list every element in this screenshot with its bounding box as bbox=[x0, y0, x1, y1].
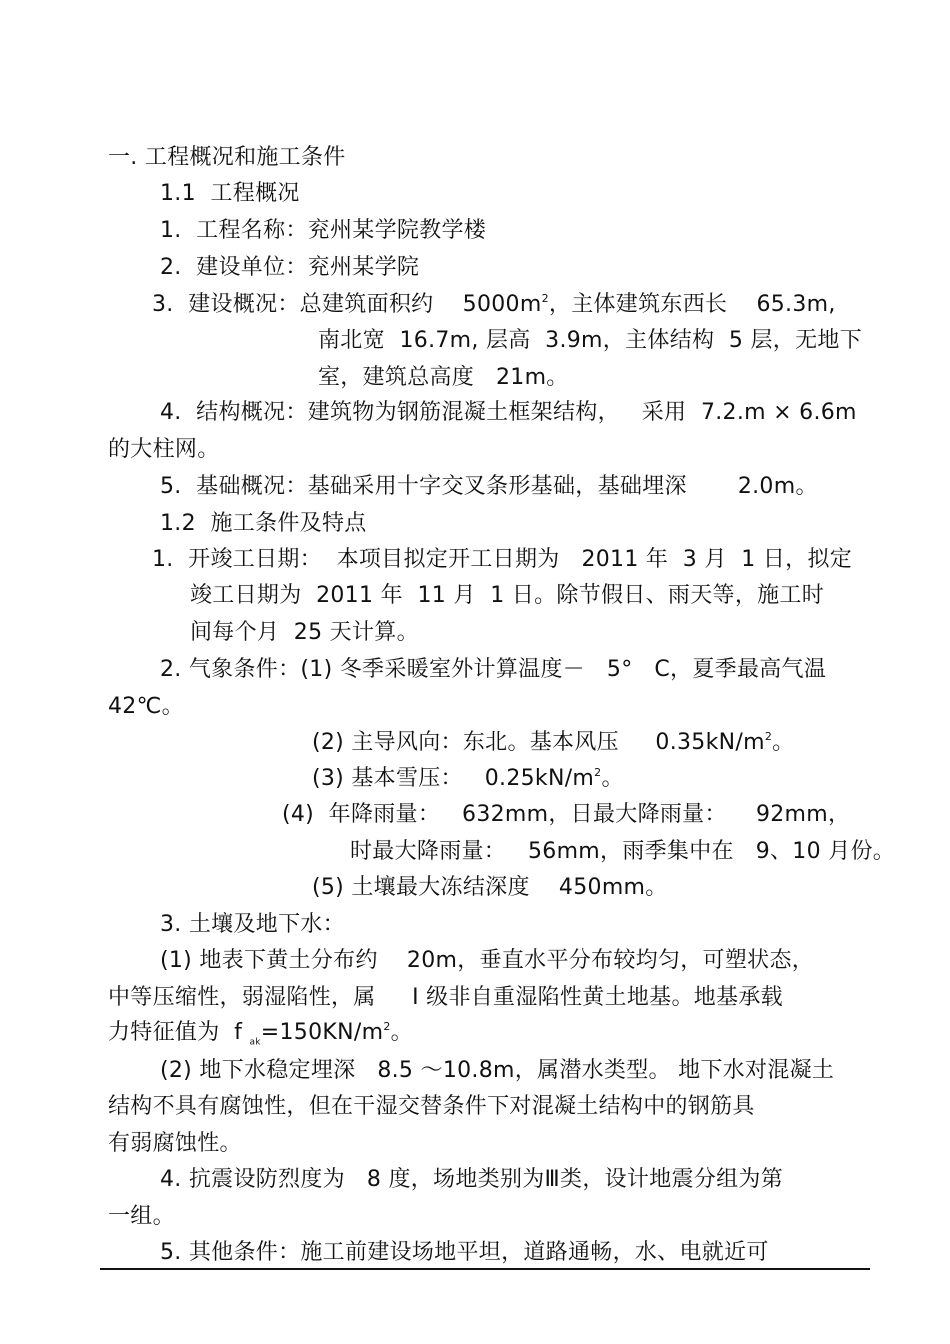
text-line: (2) 地下水稳定埋深 8.5 ～10.8m，属潜水类型。 地下水对混凝土 bbox=[160, 1058, 835, 1083]
section-heading: 一. 工程概况和施工条件 bbox=[108, 145, 346, 170]
text-line: 1. 开竣工日期： 本项目拟定开工日期为 2011 年 3 月 1 日，拟定 bbox=[152, 547, 853, 572]
subsection-heading: 1.2 施工条件及特点 bbox=[160, 511, 367, 536]
text-line: 有弱腐蚀性。 bbox=[108, 1131, 242, 1156]
text-line: (1) 地表下黄土分布约 20m，垂直水平分布较均匀，可塑状态， bbox=[160, 948, 815, 973]
text-line: 室，建筑总高度 21m。 bbox=[318, 365, 569, 390]
text-line: 结构不具有腐蚀性，但在干湿交替条件下对混凝土结构中的钢筋具 bbox=[108, 1094, 755, 1119]
text-line: 4. 结构概况：建筑物为钢筋混凝土框架结构， 采用 7.2.m × 6.6m bbox=[160, 400, 857, 425]
text-line: 2. 建设单位：兖州某学院 bbox=[160, 255, 420, 280]
text-line: 42℃。 bbox=[108, 694, 184, 719]
text-line: 5. 其他条件：施工前建设场地平坦，道路通畅，水、电就近可 bbox=[160, 1240, 769, 1265]
text-line: (5) 土壤最大冻结深度 450mm。 bbox=[312, 875, 668, 900]
text-line: 间每个月 25 天计算。 bbox=[190, 620, 419, 645]
text-line: 力特征值为 f $_{ak}=150KN/m^2$。 bbox=[108, 1020, 413, 1048]
text-line: (4) 年降雨量： 632mm，日最大降雨量： 92mm， bbox=[282, 802, 851, 827]
text-line: (3) 基本雪压： $0.25kN/m^2$。 bbox=[312, 766, 624, 791]
text-line: 南北宽 16.7m, 层高 3.9m，主体结构 5 层，无地下 bbox=[318, 328, 862, 353]
text-line: 5. 基础概况：基础采用十字交叉条形基础，基础埋深 2.0m。 bbox=[160, 474, 818, 499]
text-line: 竣工日期为 2011 年 11 月 1 日。除节假日、雨天等，施工时 bbox=[190, 583, 825, 608]
text-line: 1. 工程名称：兖州某学院教学楼 bbox=[160, 218, 487, 243]
text-line: 时最大降雨量： 56mm，雨季集中在 9、10 月份。 bbox=[350, 839, 896, 864]
footer-rule bbox=[100, 1268, 870, 1270]
text-line: 中等压缩性，弱湿陷性，属 Ⅰ 级非自重湿陷性黄土地基。地基承载 bbox=[108, 985, 783, 1010]
text-line: 3. 建设概况：总建筑面积约 $5000m^2$，主体建筑东西长 65.3m, bbox=[152, 292, 836, 317]
text-line: 2. 气象条件：(1) 冬季采暖室外计算温度－ 5° C，夏季最高气温 bbox=[160, 657, 827, 682]
text-line: (2) 主导风向：东北。基本风压 $0.35kN/m^2$。 bbox=[312, 730, 795, 755]
text-line: 的大柱网。 bbox=[108, 437, 220, 462]
subsection-heading: 1.1 工程概况 bbox=[160, 181, 300, 206]
text-line: 4. 抗震设防烈度为 8 度，场地类别为Ⅲ类，设计地震分组为第 bbox=[160, 1167, 784, 1192]
text-line: 一组。 bbox=[108, 1204, 175, 1229]
text-line: 3. 土壤及地下水： bbox=[160, 912, 345, 937]
